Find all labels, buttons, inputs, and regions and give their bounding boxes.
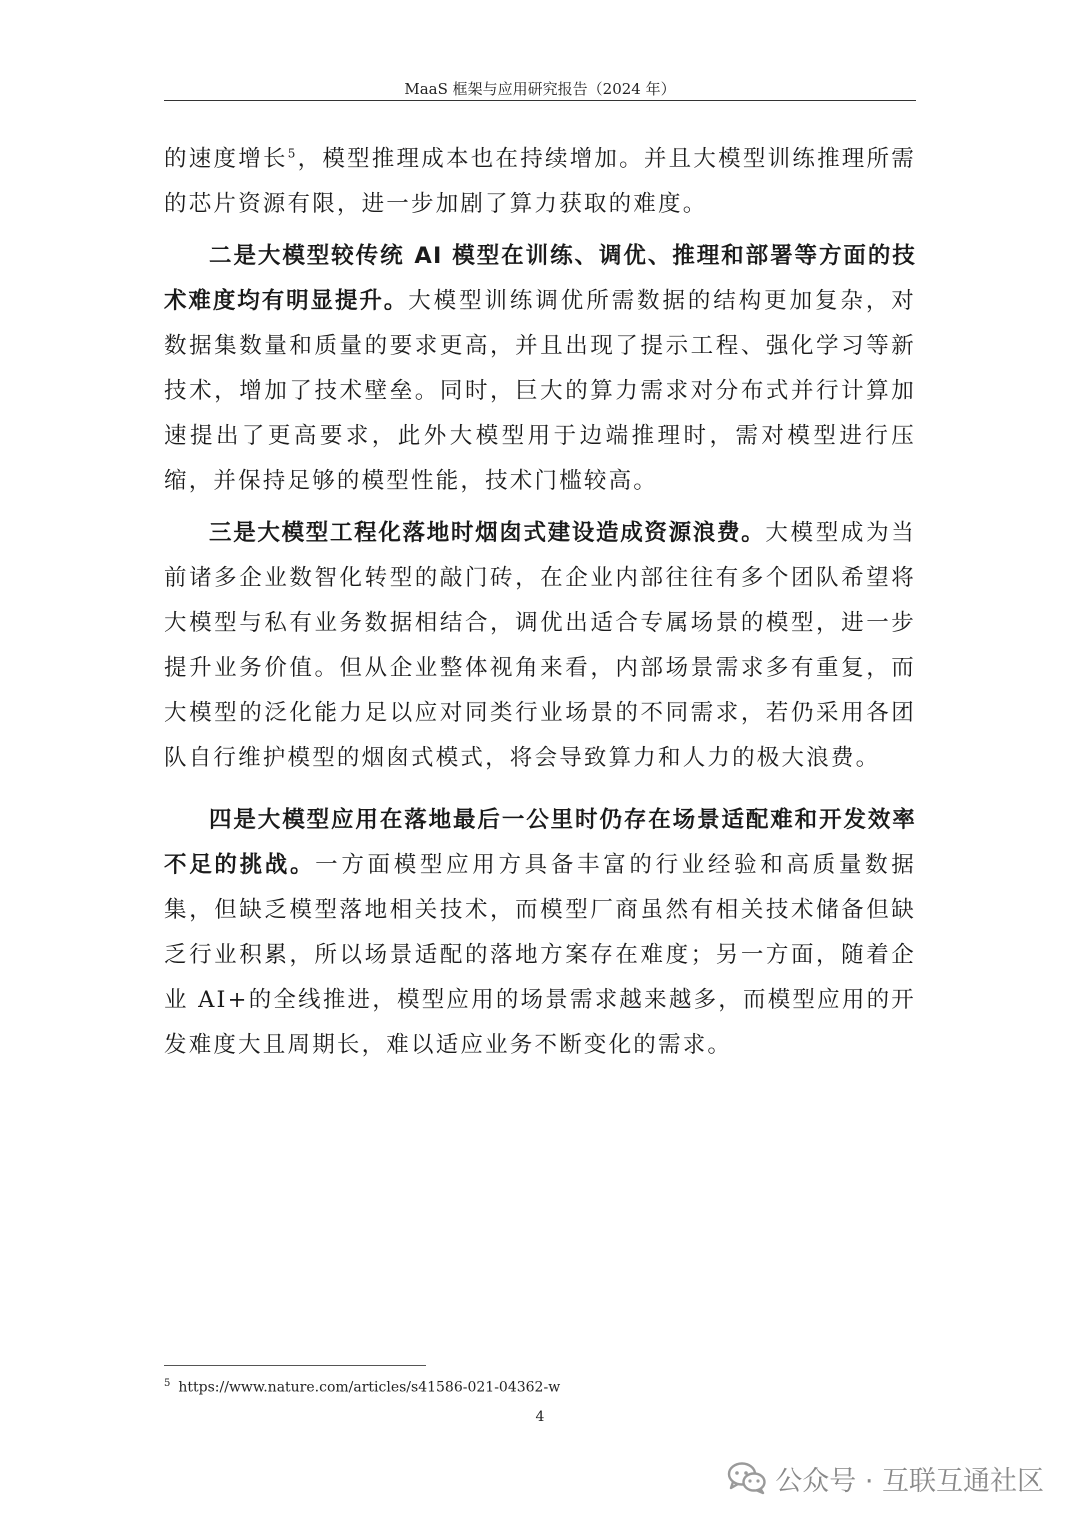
paragraph-4-lead: 四是大模型应用在落地最后一公里时仍存在场景适配难和开发效率不足的挑战。	[164, 807, 916, 878]
paragraph-2-text: 大模型训练调优所需数据的结构更加复杂，对数据集数量和质量的要求更高，并且出现了提示工程、强化学习等新技术，增加了技术壁垒。同时，巨大的算力需求对分布式并行计算加速提出了更高要求，此外大模型用于边端推理时，需对模型进行压缩，并保持足够的模型性能，技术门槛较高。	[164, 288, 916, 494]
header-rule	[164, 100, 916, 101]
footnote-ref[interactable]: 5	[287, 146, 298, 161]
paragraph-3-lead: 三是大模型工程化落地时烟囱式建设造成资源浪费。	[209, 520, 766, 546]
wechat-icon	[727, 1461, 767, 1495]
paragraph-2	[164, 234, 916, 504]
paragraph-3	[164, 511, 916, 781]
running-header: MaaS 框架与应用研究报告（2024 年）	[404, 80, 676, 98]
paragraph-2-lead: 二是大模型较传统 AI 模型在训练、调优、推理和部署等方面的技术难度均有明显提升。	[164, 243, 916, 314]
wechat-account-label: 公众号 · 互联互通社区	[775, 1465, 1044, 1497]
paragraph-1-text-start: 的速度增长	[164, 146, 288, 172]
paragraph-4-text: 一方面模型应用方具备丰富的行业经验和高质量数据集，但缺乏模型落地相关技术，而模型厂商虽然有相关技术储备但缺乏行业积累，所以场景适配的落地方案存在难度；另一方面，随着企业 AI+的全线推进，模型应用的场景需求越来越多，而模型应用的开发难度大且周期长，难以适应业务不断变化的需求。	[164, 852, 916, 1058]
paragraph-3-text: 大模型成为当前诸多企业数智化转型的敲门砖，在企业内部往往有多个团队希望将大模型与私有业务数据相结合，调优出适合专属场景的模型，进一步提升业务价值。但从企业整体视角来看，内部场景需求多有重复，而大模型的泛化能力足以应对同类行业场景的不同需求，若仍采用各团队自行维护模型的烟囱式模式，将会导致算力和人力的极大浪费。	[164, 520, 917, 771]
footnote	[164, 1378, 560, 1396]
footnote-rule	[164, 1365, 426, 1366]
body-text	[164, 137, 916, 1068]
paragraph-1	[164, 137, 916, 227]
page-number: 4	[535, 1409, 545, 1425]
wechat-watermark	[727, 1458, 1044, 1498]
paragraph-1-text: ，模型推理成本也在持续增加。并且大模型训练推理所需的芯片资源有限，进一步加剧了算力获取的难度。	[164, 146, 916, 217]
paragraph-4	[164, 798, 916, 1068]
footnote-url[interactable]: https://www.nature.com/articles/s41586-021-04362-w	[178, 1379, 561, 1396]
footnote-number: 5	[164, 1378, 171, 1389]
